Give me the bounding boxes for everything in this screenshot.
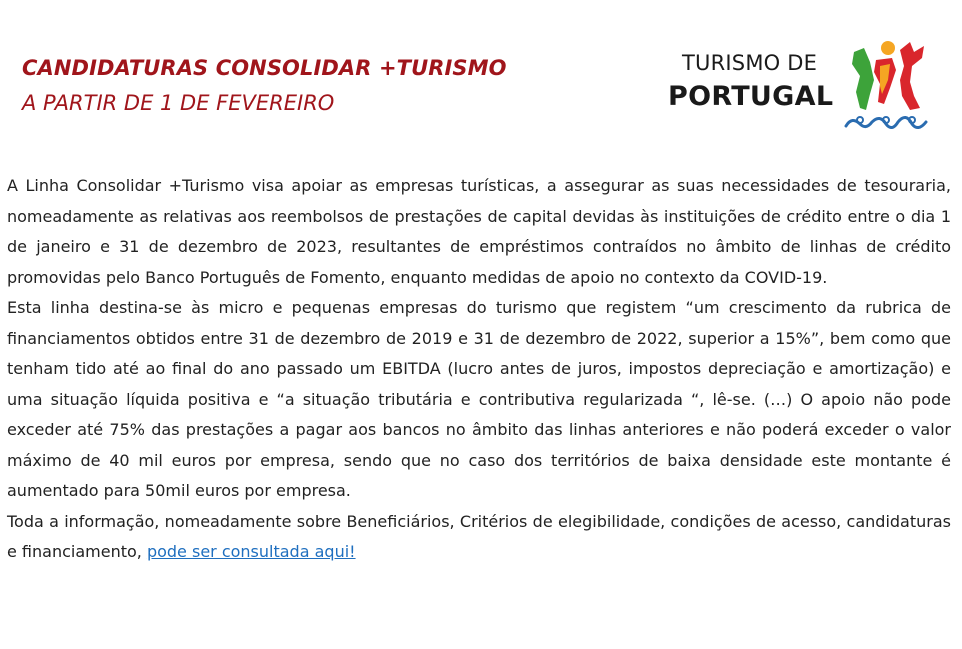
turismo-de-portugal-logo bbox=[668, 36, 938, 136]
body-paragraph-1: A Linha Consolidar +Turismo visa apoiar as empresas turísticas, a assegurar as suas necessidades de tesouraria, nomeadamente as relativas aos reembolsos de prestações de capital devidas às instituições de crédito entre o dia 1 de janeiro e 31 de dezembro de 2023, resultantes de empréstimos contraídos no âmbito de linhas de crédito promovidas pelo Banco Português de Fomento, enquanto medidas de apoio no contexto da COVID-19. bbox=[7, 176, 951, 287]
logo-text-line2: PORTUGAL bbox=[668, 81, 834, 112]
logo-text-line1: TURISMO DE bbox=[682, 51, 818, 75]
page-title: CANDIDATURAS CONSOLIDAR +TURISMO bbox=[22, 56, 507, 80]
body-paragraph-3 bbox=[7, 507, 951, 568]
article-body bbox=[7, 171, 951, 568]
more-info-link[interactable]: pode ser consultada aqui! bbox=[146, 542, 356, 561]
body-paragraph-3-text: Toda a informação, nomeadamente sobre Beneficiários, Critérios de elegibilidade, condições de acesso, candidaturas e financiamento, bbox=[7, 511, 951, 561]
body-paragraph-2: Esta linha destina-se às micro e pequenas empresas do turismo que registem “um crescimento da rubrica de financiamentos obtidos entre 31 de dezembro de 2019 e 31 de dezembro de 2022, superior a 15%”, bem como que tenham tido até ao final do ano passado um EBITDA (lucro antes de juros, impostos depreciação e amortização) e uma situação líquida positiva e “a situação tributária e contributiva regularizada “, lê-se. (…) O apoio não pode exceder até 75% das prestações a pagar aos bancos no âmbito das linhas anteriores e não poderá exceder o valor máximo de 40 mil euros por empresa, sendo que no caso dos territórios de baixa densidade este montante é aumentado para 50mil euros por empresa. bbox=[7, 298, 951, 500]
page-header bbox=[0, 0, 962, 150]
portugal-map-logo-icon bbox=[840, 36, 938, 136]
page-subtitle: A PARTIR DE 1 DE FEVEREIRO bbox=[22, 91, 335, 115]
